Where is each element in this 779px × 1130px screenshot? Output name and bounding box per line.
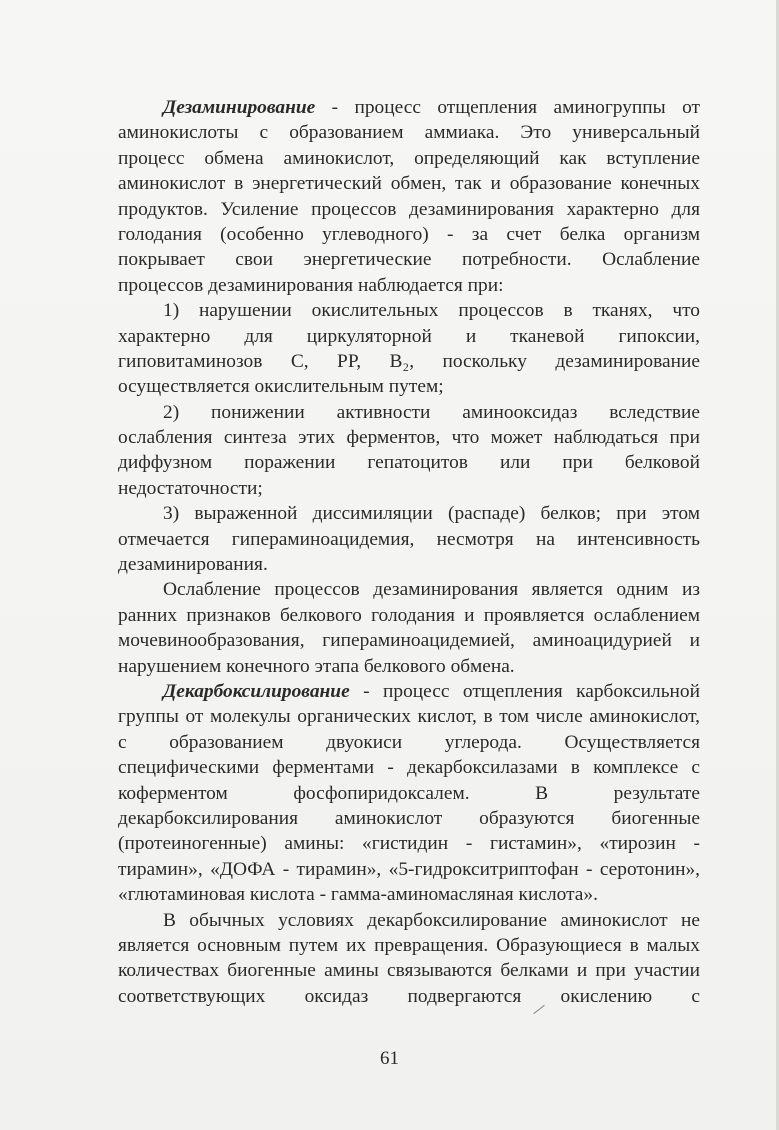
text-line	[118, 247, 700, 272]
line-text: специфическими ферментами - декарбоксилазами в комплексе с	[118, 757, 700, 779]
line-text: ранних признаков белкового голодания и проявляется ослаблением	[118, 604, 700, 626]
page-number: 61	[380, 1048, 399, 1069]
text-line	[118, 400, 700, 425]
line-text: аминокислот в энергетический обмен, так и образование конечных	[118, 173, 700, 195]
line-text: «глютаминовая кислота - гамма-аминомасляная кислота».	[118, 884, 598, 906]
line-text: группы от молекулы органических кислот, в том числе аминокислот,	[118, 706, 700, 728]
line-text: 1) нарушении окислительных процессов в тканях, что	[163, 300, 700, 322]
line-text: процесс обмена аминокислот, определяющий как вступление	[118, 147, 700, 169]
text-line	[118, 603, 700, 628]
line-text: Ослабление процессов дезаминирования является одним из	[163, 579, 700, 601]
text-line	[118, 374, 700, 399]
line-text: дезаминирования.	[118, 554, 268, 576]
text-line	[118, 450, 700, 475]
text-line	[118, 324, 700, 349]
line-text: голодания (особенно углеводного) - за счет белка организм	[118, 223, 700, 245]
line-text: отмечается гипераминоацидемия, несмотря на интенсивность	[118, 528, 700, 550]
line-text: покрывает свои энергетические потребности. Ослабление	[118, 249, 700, 271]
line-text: тирамин», «ДОФА - тирамин», «5-гидрокситриптофан - серотонин»,	[118, 858, 700, 880]
line-text: аминокислоты с образованием аммиака. Это универсальный	[118, 122, 700, 144]
text-line	[118, 908, 700, 933]
text-line	[118, 120, 700, 145]
text-line	[118, 984, 700, 1009]
text-line	[118, 654, 700, 679]
line-text: процессов дезаминирования наблюдается при:	[118, 274, 504, 296]
line-text: продуктов. Усиление процессов дезаминирования характерно для	[118, 198, 700, 220]
text-line	[118, 222, 700, 247]
text-line	[118, 95, 700, 120]
text-line	[118, 831, 700, 856]
text-line	[118, 476, 700, 501]
line-text: количествах биогенные амины связываются белками и при участии	[118, 960, 700, 982]
line-text: осуществляется окислительным путем;	[118, 376, 444, 398]
text-line	[118, 298, 700, 323]
text-line	[118, 527, 700, 552]
line-text: ослабления синтеза этих ферментов, что может наблюдаться при	[118, 427, 700, 449]
line-text: диффузном поражении гепатоцитов или при белковой	[118, 452, 700, 474]
line-text: 2) понижении активности аминооксидаз вследствие	[163, 401, 700, 423]
text-line	[118, 501, 700, 526]
text-line	[118, 273, 700, 298]
line-text: коферментом фосфопиридоксалем. В результате	[118, 782, 700, 804]
line-text: гиповитаминозов С, РР, В₂, поскольку дезаминирование	[118, 350, 700, 372]
line-text: (протеиногенные) амины: «гистидин - гистамин», «тирозин -	[118, 833, 700, 855]
text-line	[118, 552, 700, 577]
text-line	[118, 628, 700, 653]
text-line	[118, 349, 700, 374]
text-line	[118, 730, 700, 755]
line-text: В обычных условиях декарбоксилирование аминокислот не	[163, 909, 700, 931]
line-text: - процесс отщепления карбоксильной	[349, 680, 700, 702]
body-text	[118, 95, 700, 1009]
text-line	[118, 197, 700, 222]
line-text: 3) выраженной диссимиляции (распаде) белков; при этом	[163, 503, 700, 525]
text-line	[118, 806, 700, 831]
text-line	[118, 171, 700, 196]
text-line	[118, 933, 700, 958]
text-line	[118, 857, 700, 882]
line-text: соответствующих оксидаз подвергаются окислению с	[118, 985, 700, 1007]
line-text: характерно для циркуляторной и тканевой гипоксии,	[118, 325, 700, 347]
line-text: недостаточности;	[118, 477, 263, 499]
text-line	[118, 425, 700, 450]
line-text: является основным путем их превращения. Образующиеся в малых	[118, 934, 700, 956]
text-line	[118, 781, 700, 806]
text-line	[118, 755, 700, 780]
text-line	[118, 577, 700, 602]
text-line	[118, 679, 700, 704]
text-line	[118, 882, 700, 907]
line-text: мочевинообразования, гипераминоацидемией, аминоацидурией и	[118, 630, 700, 652]
line-text: с образованием двуокиси углерода. Осуществляется	[118, 731, 700, 753]
term-heading: Декарбоксилирование	[163, 680, 350, 702]
line-text: декарбоксилирования аминокислот образуются биогенные	[118, 807, 700, 829]
text-line	[118, 146, 700, 171]
line-text: нарушением конечного этапа белкового обмена.	[118, 655, 515, 677]
line-text: - процесс отщепления аминогруппы от	[315, 97, 700, 118]
text-line	[118, 958, 700, 983]
text-line	[118, 704, 700, 729]
term-heading: Дезаминирование	[163, 97, 316, 118]
